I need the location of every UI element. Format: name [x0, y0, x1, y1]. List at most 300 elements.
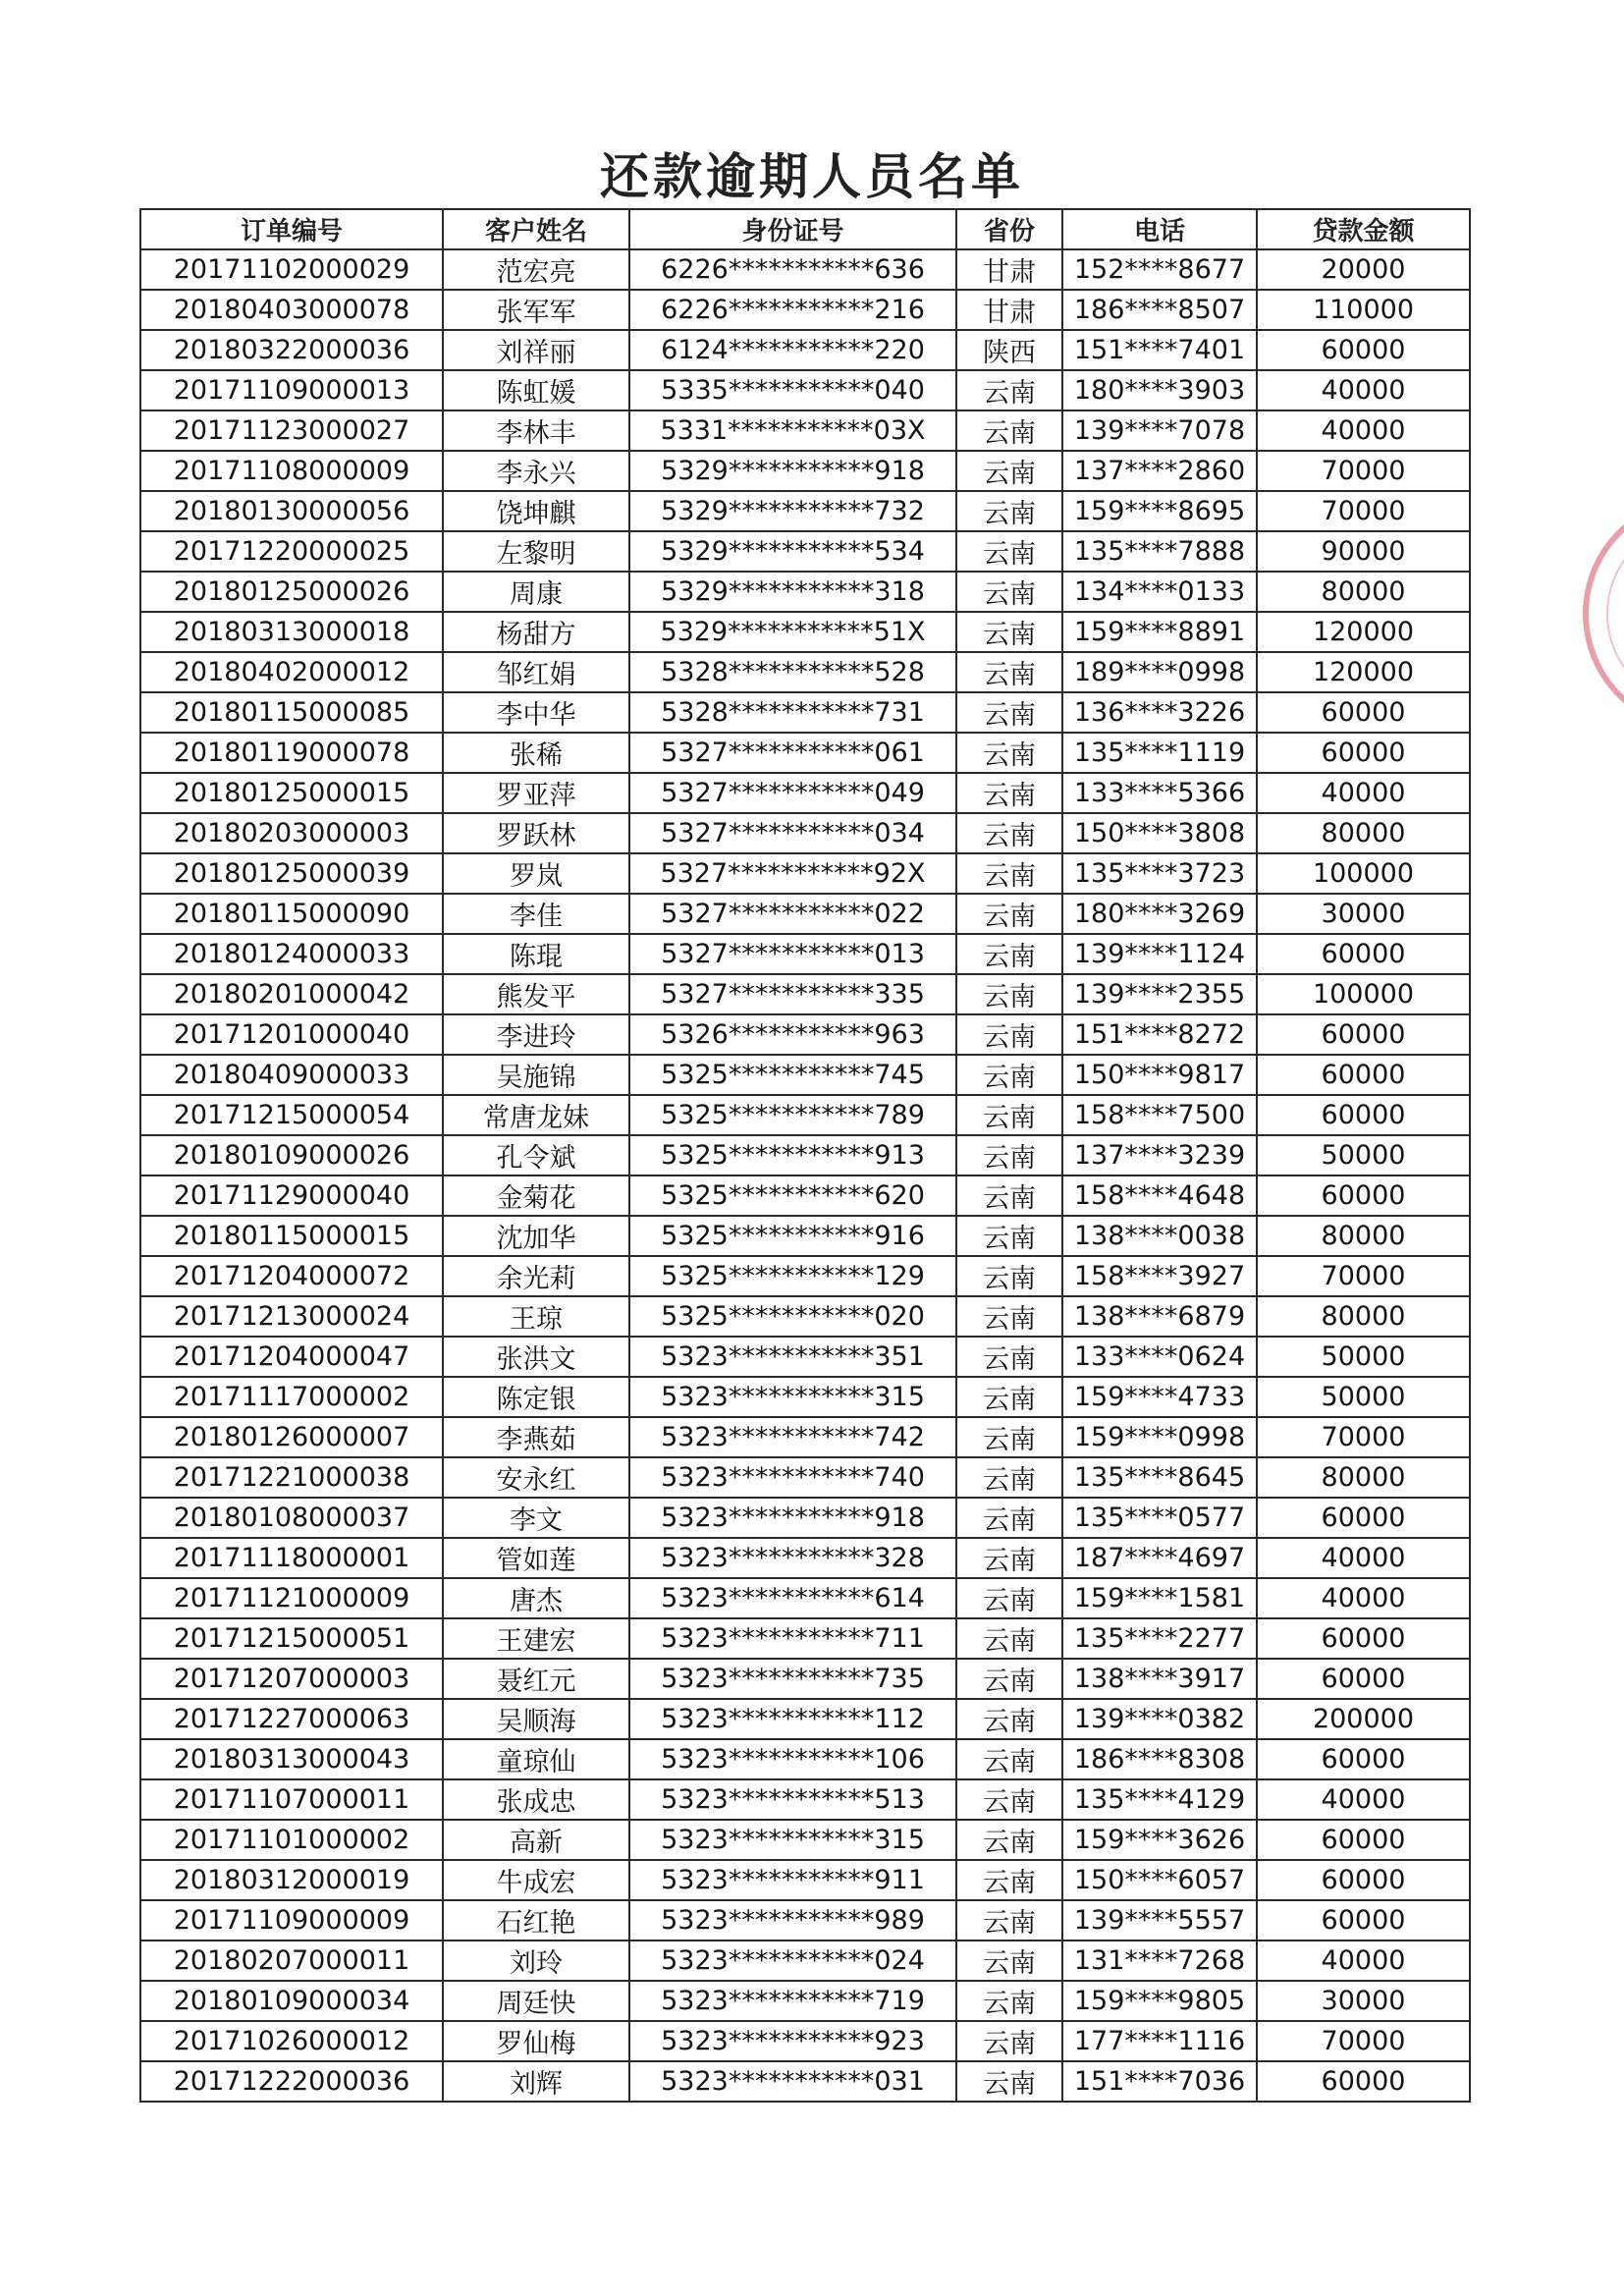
order-id-cell: 20180409000033 [140, 1055, 443, 1095]
order-id-cell: 20171101000002 [140, 1820, 443, 1860]
id-number-cell: 5325***********745 [629, 1055, 956, 1095]
order-id-cell: 20171222000036 [140, 2061, 443, 2102]
id-number-cell: 5329***********318 [629, 572, 956, 612]
id-number-cell: 5323***********031 [629, 2061, 956, 2102]
order-id-cell: 20180124000033 [140, 934, 443, 974]
customer-name-cell: 陈琨 [443, 934, 629, 974]
table-row [140, 894, 1470, 934]
province-cell: 云南 [956, 1377, 1062, 1417]
customer-name-cell: 李进玲 [443, 1014, 629, 1055]
id-number-cell: 6124***********220 [629, 330, 956, 370]
province-cell: 云南 [956, 692, 1062, 733]
customer-name-cell: 罗跃林 [443, 813, 629, 853]
loan-amount-cell: 60000 [1257, 692, 1470, 733]
loan-amount-cell: 60000 [1257, 934, 1470, 974]
order-id-cell: 20171107000011 [140, 1779, 443, 1820]
order-id-cell: 20180201000042 [140, 974, 443, 1014]
customer-name-cell: 李燕茹 [443, 1417, 629, 1457]
id-number-cell: 5327***********92X [629, 853, 956, 894]
customer-name-cell: 李永兴 [443, 451, 629, 491]
phone-cell: 159****0998 [1062, 1417, 1257, 1457]
table-row [140, 1256, 1470, 1296]
id-number-cell: 5327***********034 [629, 813, 956, 853]
province-cell: 云南 [956, 1699, 1062, 1739]
table-row [140, 491, 1470, 531]
table-row [140, 1739, 1470, 1779]
province-cell: 云南 [956, 572, 1062, 612]
province-cell: 云南 [956, 1900, 1062, 1941]
header-row [140, 209, 1470, 249]
table-row [140, 1900, 1470, 1941]
id-number-cell: 5329***********918 [629, 451, 956, 491]
table-row [140, 249, 1470, 290]
customer-name-cell: 石红艳 [443, 1900, 629, 1941]
loan-amount-cell: 30000 [1257, 1981, 1470, 2021]
phone-cell: 187****4697 [1062, 1538, 1257, 1578]
loan-amount-cell: 100000 [1257, 853, 1470, 894]
loan-amount-cell: 40000 [1257, 410, 1470, 451]
table-row [140, 1578, 1470, 1618]
phone-cell: 158****7500 [1062, 1095, 1257, 1135]
province-cell: 云南 [956, 974, 1062, 1014]
header-customer-name: 客户姓名 [443, 209, 629, 249]
phone-cell: 136****3226 [1062, 692, 1257, 733]
order-id-cell: 20180402000012 [140, 652, 443, 692]
phone-cell: 135****8645 [1062, 1457, 1257, 1498]
order-id-cell: 20180403000078 [140, 290, 443, 330]
id-number-cell: 5323***********742 [629, 1417, 956, 1457]
customer-name-cell: 常唐龙妹 [443, 1095, 629, 1135]
table-row [140, 1860, 1470, 1900]
phone-cell: 135****0577 [1062, 1498, 1257, 1538]
customer-name-cell: 沈加华 [443, 1216, 629, 1256]
order-id-cell: 20180126000007 [140, 1417, 443, 1457]
phone-cell: 151****7036 [1062, 2061, 1257, 2102]
table-row [140, 330, 1470, 370]
loan-amount-cell: 60000 [1257, 1860, 1470, 1900]
order-id-cell: 20171109000013 [140, 370, 443, 410]
order-id-cell: 20171121000009 [140, 1578, 443, 1618]
customer-name-cell: 余光莉 [443, 1256, 629, 1296]
order-id-cell: 20171213000024 [140, 1296, 443, 1337]
order-id-cell: 20171207000003 [140, 1659, 443, 1699]
order-id-cell: 20180115000015 [140, 1216, 443, 1256]
id-number-cell: 6226***********216 [629, 290, 956, 330]
province-cell: 云南 [956, 1337, 1062, 1377]
province-cell: 云南 [956, 2021, 1062, 2061]
order-id-cell: 20171220000025 [140, 531, 443, 572]
customer-name-cell: 童琼仙 [443, 1739, 629, 1779]
customer-name-cell: 饶坤麒 [443, 491, 629, 531]
loan-amount-cell: 80000 [1257, 813, 1470, 853]
phone-cell: 159****3626 [1062, 1820, 1257, 1860]
phone-cell: 135****3723 [1062, 853, 1257, 894]
loan-amount-cell: 60000 [1257, 2061, 1470, 2102]
order-id-cell: 20180207000011 [140, 1941, 443, 1981]
id-number-cell: 5323***********735 [629, 1659, 956, 1699]
order-id-cell: 20180322000036 [140, 330, 443, 370]
table-row [140, 1417, 1470, 1457]
table-row [140, 1377, 1470, 1417]
province-cell: 云南 [956, 773, 1062, 813]
customer-name-cell: 孔令斌 [443, 1135, 629, 1175]
page-title: 还款逾期人员名单 [600, 147, 1024, 205]
phone-cell: 180****3269 [1062, 894, 1257, 934]
id-number-cell: 5329***********732 [629, 491, 956, 531]
order-id-cell: 20171201000040 [140, 1014, 443, 1055]
table-row [140, 410, 1470, 451]
table-row [140, 1337, 1470, 1377]
customer-name-cell: 李文 [443, 1498, 629, 1538]
table-row [140, 1216, 1470, 1256]
order-id-cell: 20171026000012 [140, 2021, 443, 2061]
phone-cell: 133****5366 [1062, 773, 1257, 813]
table-row [140, 1941, 1470, 1981]
table-row [140, 652, 1470, 692]
loan-amount-cell: 80000 [1257, 1296, 1470, 1337]
table-row [140, 2061, 1470, 2102]
loan-amount-cell: 40000 [1257, 1538, 1470, 1578]
loan-amount-cell: 40000 [1257, 1779, 1470, 1820]
loan-amount-cell: 120000 [1257, 612, 1470, 652]
province-cell: 云南 [956, 1578, 1062, 1618]
phone-cell: 159****4733 [1062, 1377, 1257, 1417]
loan-amount-cell: 120000 [1257, 652, 1470, 692]
order-id-cell: 20180312000019 [140, 1860, 443, 1900]
table-row [140, 1135, 1470, 1175]
customer-name-cell: 左黎明 [443, 531, 629, 572]
loan-amount-cell: 60000 [1257, 1900, 1470, 1941]
customer-name-cell: 罗亚萍 [443, 773, 629, 813]
customer-name-cell: 吴顺海 [443, 1699, 629, 1739]
province-cell: 云南 [956, 1175, 1062, 1216]
table-row [140, 1699, 1470, 1739]
province-cell: 陕西 [956, 330, 1062, 370]
order-id-cell: 20180125000026 [140, 572, 443, 612]
phone-cell: 159****1581 [1062, 1578, 1257, 1618]
id-number-cell: 5323***********614 [629, 1578, 956, 1618]
province-cell: 云南 [956, 531, 1062, 572]
header-loan-amount: 贷款金额 [1257, 209, 1470, 249]
phone-cell: 135****7888 [1062, 531, 1257, 572]
phone-cell: 152****8677 [1062, 249, 1257, 290]
table-row [140, 1014, 1470, 1055]
id-number-cell: 5323***********719 [629, 1981, 956, 2021]
loan-amount-cell: 60000 [1257, 733, 1470, 773]
table-row [140, 2021, 1470, 2061]
customer-name-cell: 吴施锦 [443, 1055, 629, 1095]
customer-name-cell: 安永红 [443, 1457, 629, 1498]
phone-cell: 138****6879 [1062, 1296, 1257, 1337]
loan-amount-cell: 50000 [1257, 1337, 1470, 1377]
loan-amount-cell: 60000 [1257, 1739, 1470, 1779]
province-cell: 云南 [956, 2061, 1062, 2102]
loan-amount-cell: 80000 [1257, 1457, 1470, 1498]
phone-cell: 150****6057 [1062, 1860, 1257, 1900]
province-cell: 云南 [956, 1296, 1062, 1337]
province-cell: 云南 [956, 410, 1062, 451]
customer-name-cell: 刘玲 [443, 1941, 629, 1981]
phone-cell: 151****8272 [1062, 1014, 1257, 1055]
customer-name-cell: 唐杰 [443, 1578, 629, 1618]
id-number-cell: 5325***********916 [629, 1216, 956, 1256]
table-row [140, 733, 1470, 773]
table-row [140, 1538, 1470, 1578]
id-number-cell: 5328***********731 [629, 692, 956, 733]
table-row [140, 1659, 1470, 1699]
header-id-number: 身份证号 [629, 209, 956, 249]
province-cell: 云南 [956, 1860, 1062, 1900]
order-id-cell: 20171204000047 [140, 1337, 443, 1377]
id-number-cell: 5328***********528 [629, 652, 956, 692]
phone-cell: 134****0133 [1062, 572, 1257, 612]
province-cell: 云南 [956, 1095, 1062, 1135]
id-number-cell: 5323***********711 [629, 1618, 956, 1659]
table-row [140, 813, 1470, 853]
table-row [140, 1820, 1470, 1860]
province-cell: 云南 [956, 1216, 1062, 1256]
id-number-cell: 5327***********013 [629, 934, 956, 974]
id-number-cell: 5327***********022 [629, 894, 956, 934]
customer-name-cell: 管如莲 [443, 1538, 629, 1578]
phone-cell: 159****8695 [1062, 491, 1257, 531]
customer-name-cell: 周康 [443, 572, 629, 612]
customer-name-cell: 李中华 [443, 692, 629, 733]
province-cell: 云南 [956, 1256, 1062, 1296]
loan-amount-cell: 200000 [1257, 1699, 1470, 1739]
loan-amount-cell: 60000 [1257, 1055, 1470, 1095]
province-cell: 云南 [956, 1498, 1062, 1538]
id-number-cell: 5323***********923 [629, 2021, 956, 2061]
customer-name-cell: 牛成宏 [443, 1860, 629, 1900]
table-row [140, 853, 1470, 894]
id-number-cell: 5329***********534 [629, 531, 956, 572]
province-cell: 云南 [956, 1055, 1062, 1095]
phone-cell: 139****7078 [1062, 410, 1257, 451]
loan-amount-cell: 40000 [1257, 370, 1470, 410]
id-number-cell: 5323***********112 [629, 1699, 956, 1739]
phone-cell: 131****7268 [1062, 1941, 1257, 1981]
order-id-cell: 20171215000054 [140, 1095, 443, 1135]
customer-name-cell: 邹红娟 [443, 652, 629, 692]
loan-amount-cell: 20000 [1257, 249, 1470, 290]
id-number-cell: 5331***********03X [629, 410, 956, 451]
province-cell: 云南 [956, 1941, 1062, 1981]
order-id-cell: 20171215000051 [140, 1618, 443, 1659]
table-row [140, 290, 1470, 330]
id-number-cell: 5325***********129 [629, 1256, 956, 1296]
table-row [140, 370, 1470, 410]
order-id-cell: 20171204000072 [140, 1256, 443, 1296]
loan-amount-cell: 70000 [1257, 2021, 1470, 2061]
id-number-cell: 5323***********315 [629, 1820, 956, 1860]
order-id-cell: 20171123000027 [140, 410, 443, 451]
table-row [140, 1095, 1470, 1135]
phone-cell: 177****1116 [1062, 2021, 1257, 2061]
table-row [140, 1457, 1470, 1498]
loan-amount-cell: 100000 [1257, 974, 1470, 1014]
phone-cell: 137****3239 [1062, 1135, 1257, 1175]
customer-name-cell: 刘祥丽 [443, 330, 629, 370]
phone-cell: 159****8891 [1062, 612, 1257, 652]
order-id-cell: 20180119000078 [140, 733, 443, 773]
table-row [140, 531, 1470, 572]
phone-cell: 135****4129 [1062, 1779, 1257, 1820]
loan-amount-cell: 50000 [1257, 1135, 1470, 1175]
id-number-cell: 5323***********315 [629, 1377, 956, 1417]
province-cell: 云南 [956, 934, 1062, 974]
phone-cell: 151****7401 [1062, 330, 1257, 370]
customer-name-cell: 王建宏 [443, 1618, 629, 1659]
phone-cell: 133****0624 [1062, 1337, 1257, 1377]
loan-amount-cell: 70000 [1257, 1256, 1470, 1296]
province-cell: 云南 [956, 1135, 1062, 1175]
table-row [140, 773, 1470, 813]
phone-cell: 150****3808 [1062, 813, 1257, 853]
loan-amount-cell: 70000 [1257, 451, 1470, 491]
phone-cell: 158****4648 [1062, 1175, 1257, 1216]
order-id-cell: 20180313000018 [140, 612, 443, 652]
phone-cell: 150****9817 [1062, 1055, 1257, 1095]
phone-cell: 186****8507 [1062, 290, 1257, 330]
header-province: 省份 [956, 209, 1062, 249]
loan-amount-cell: 40000 [1257, 773, 1470, 813]
phone-cell: 138****0038 [1062, 1216, 1257, 1256]
province-cell: 云南 [956, 1417, 1062, 1457]
order-id-cell: 20171221000038 [140, 1457, 443, 1498]
id-number-cell: 5325***********913 [629, 1135, 956, 1175]
loan-amount-cell: 60000 [1257, 1498, 1470, 1538]
table-row [140, 451, 1470, 491]
province-cell: 云南 [956, 1739, 1062, 1779]
order-id-cell: 20180125000015 [140, 773, 443, 813]
province-cell: 云南 [956, 1659, 1062, 1699]
table-row [140, 974, 1470, 1014]
province-cell: 云南 [956, 894, 1062, 934]
id-number-cell: 6226***********636 [629, 249, 956, 290]
order-id-cell: 20180203000003 [140, 813, 443, 853]
province-cell: 云南 [956, 1538, 1062, 1578]
id-number-cell: 5323***********911 [629, 1860, 956, 1900]
id-number-cell: 5325***********789 [629, 1095, 956, 1135]
phone-cell: 186****8308 [1062, 1739, 1257, 1779]
red-seal-stamp [1583, 496, 1624, 732]
province-cell: 云南 [956, 1820, 1062, 1860]
province-cell: 云南 [956, 1981, 1062, 2021]
id-number-cell: 5325***********620 [629, 1175, 956, 1216]
phone-cell: 139****1124 [1062, 934, 1257, 974]
id-number-cell: 5323***********989 [629, 1900, 956, 1941]
order-id-cell: 20171108000009 [140, 451, 443, 491]
order-id-cell: 20180108000037 [140, 1498, 443, 1538]
customer-name-cell: 罗仙梅 [443, 2021, 629, 2061]
phone-cell: 138****3917 [1062, 1659, 1257, 1699]
table-row [140, 1296, 1470, 1337]
order-id-cell: 20171102000029 [140, 249, 443, 290]
loan-amount-cell: 40000 [1257, 1578, 1470, 1618]
loan-amount-cell: 60000 [1257, 1095, 1470, 1135]
loan-amount-cell: 30000 [1257, 894, 1470, 934]
loan-amount-cell: 80000 [1257, 572, 1470, 612]
province-cell: 云南 [956, 491, 1062, 531]
id-number-cell: 5326***********963 [629, 1014, 956, 1055]
province-cell: 云南 [956, 1618, 1062, 1659]
loan-amount-cell: 50000 [1257, 1377, 1470, 1417]
province-cell: 云南 [956, 813, 1062, 853]
id-number-cell: 5323***********918 [629, 1498, 956, 1538]
customer-name-cell: 张军军 [443, 290, 629, 330]
customer-name-cell: 罗岚 [443, 853, 629, 894]
id-number-cell: 5323***********328 [629, 1538, 956, 1578]
table-row [140, 1498, 1470, 1538]
id-number-cell: 5325***********020 [629, 1296, 956, 1337]
id-number-cell: 5323***********351 [629, 1337, 956, 1377]
loan-amount-cell: 60000 [1257, 1820, 1470, 1860]
loan-amount-cell: 90000 [1257, 531, 1470, 572]
province-cell: 云南 [956, 451, 1062, 491]
loan-amount-cell: 60000 [1257, 1175, 1470, 1216]
order-id-cell: 20171118000001 [140, 1538, 443, 1578]
table-row [140, 1055, 1470, 1095]
customer-name-cell: 周廷快 [443, 1981, 629, 2021]
province-cell: 云南 [956, 652, 1062, 692]
customer-name-cell: 张成忠 [443, 1779, 629, 1820]
header-order-id: 订单编号 [140, 209, 443, 249]
order-id-cell: 20180125000039 [140, 853, 443, 894]
loan-amount-cell: 40000 [1257, 1941, 1470, 1981]
order-id-cell: 20171227000063 [140, 1699, 443, 1739]
table-row [140, 612, 1470, 652]
customer-name-cell: 李佳 [443, 894, 629, 934]
customer-name-cell: 聂红元 [443, 1659, 629, 1699]
customer-name-cell: 张稀 [443, 733, 629, 773]
overdue-list-table [139, 208, 1471, 2103]
customer-name-cell: 张洪文 [443, 1337, 629, 1377]
customer-name-cell: 陈虹媛 [443, 370, 629, 410]
phone-cell: 139****2355 [1062, 974, 1257, 1014]
province-cell: 甘肃 [956, 290, 1062, 330]
phone-cell: 135****1119 [1062, 733, 1257, 773]
loan-amount-cell: 70000 [1257, 491, 1470, 531]
customer-name-cell: 李林丰 [443, 410, 629, 451]
province-cell: 云南 [956, 370, 1062, 410]
loan-amount-cell: 110000 [1257, 290, 1470, 330]
order-id-cell: 20180115000090 [140, 894, 443, 934]
loan-amount-cell: 60000 [1257, 330, 1470, 370]
table-row [140, 1175, 1470, 1216]
order-id-cell: 20180109000034 [140, 1981, 443, 2021]
phone-cell: 135****2277 [1062, 1618, 1257, 1659]
province-cell: 云南 [956, 853, 1062, 894]
table-row [140, 934, 1470, 974]
loan-amount-cell: 60000 [1257, 1618, 1470, 1659]
order-id-cell: 20180115000085 [140, 692, 443, 733]
customer-name-cell: 熊发平 [443, 974, 629, 1014]
phone-cell: 139****0382 [1062, 1699, 1257, 1739]
loan-amount-cell: 60000 [1257, 1659, 1470, 1699]
province-cell: 云南 [956, 733, 1062, 773]
table-row [140, 1981, 1470, 2021]
loan-amount-cell: 70000 [1257, 1417, 1470, 1457]
id-number-cell: 5323***********106 [629, 1739, 956, 1779]
province-cell: 云南 [956, 1457, 1062, 1498]
order-id-cell: 20171129000040 [140, 1175, 443, 1216]
order-id-cell: 20171117000002 [140, 1377, 443, 1417]
header-phone: 电话 [1062, 209, 1257, 249]
customer-name-cell: 陈定银 [443, 1377, 629, 1417]
order-id-cell: 20180313000043 [140, 1739, 443, 1779]
id-number-cell: 5327***********049 [629, 773, 956, 813]
